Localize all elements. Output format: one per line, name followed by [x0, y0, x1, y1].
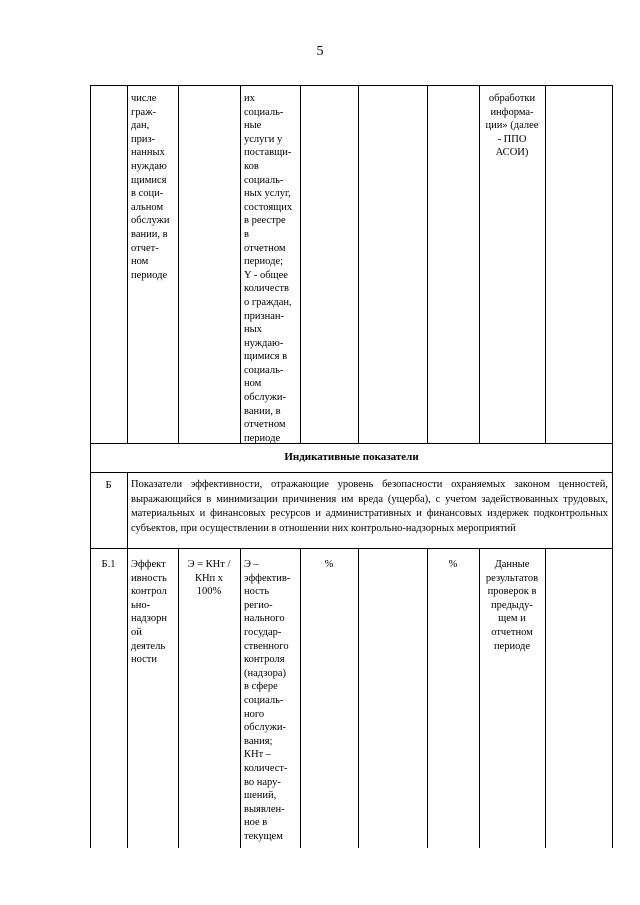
row-b1-indicator-name: Эффект ивность контрол ьно- надзорн ой деятель ности [131, 559, 167, 666]
row-b1-unit-actual: % [448, 559, 458, 570]
page-number: 5 [316, 44, 324, 59]
row-b1-formula: Э = КНт / КНп x 100% [187, 559, 231, 598]
row-b1-unit-target: % [324, 559, 334, 570]
row-b-description: Показатели эффективности, отражающие уровень безопасности охраняемых законом ценностей, выражающийся в минимизации причинения им вреда (ущерба), с учетом задействованных трудовых, материальных и финансовых ресурсов и административных и финансовых издержек подконтрольных субъектов, при осуществлении в отношении них контрольно-надзорных мероприятий [131, 479, 608, 534]
row-b1-data-source: Данные результатов проверок в предыду- щем и отчетном периоде [485, 559, 539, 652]
row-b1-definition: Э – эффектив- ность регио- нального государ- ственного контроля (надзора) в сфере социаль- ного обслужи- вания; КНт – количест- во нару- шений, выявлен- ное в текущем [244, 559, 291, 842]
row1-beneficiaries-text: числе граж- дан, приз- нанных нуждаю щимися в соци- альном обслужи вании, в отчет- ном периоде [131, 93, 170, 281]
row-b-code: Б [105, 480, 112, 491]
section-title-indicative: Индикативные показатели [284, 451, 419, 463]
row1-data-source: обработки информа- ции» (далее - ППО АСОИ) [485, 93, 539, 159]
row1-formula-definition: их социаль- ные услуги у поставщи- ков социаль- ных услуг, состоящих в реестре в отчетном периоде; Y - общее количеств о граждан, признан- ных нуждаю- щимися в социаль- ном обслужи- вании, в отчетном периоде [244, 93, 293, 444]
row-b1-code: Б.1 [101, 559, 116, 570]
